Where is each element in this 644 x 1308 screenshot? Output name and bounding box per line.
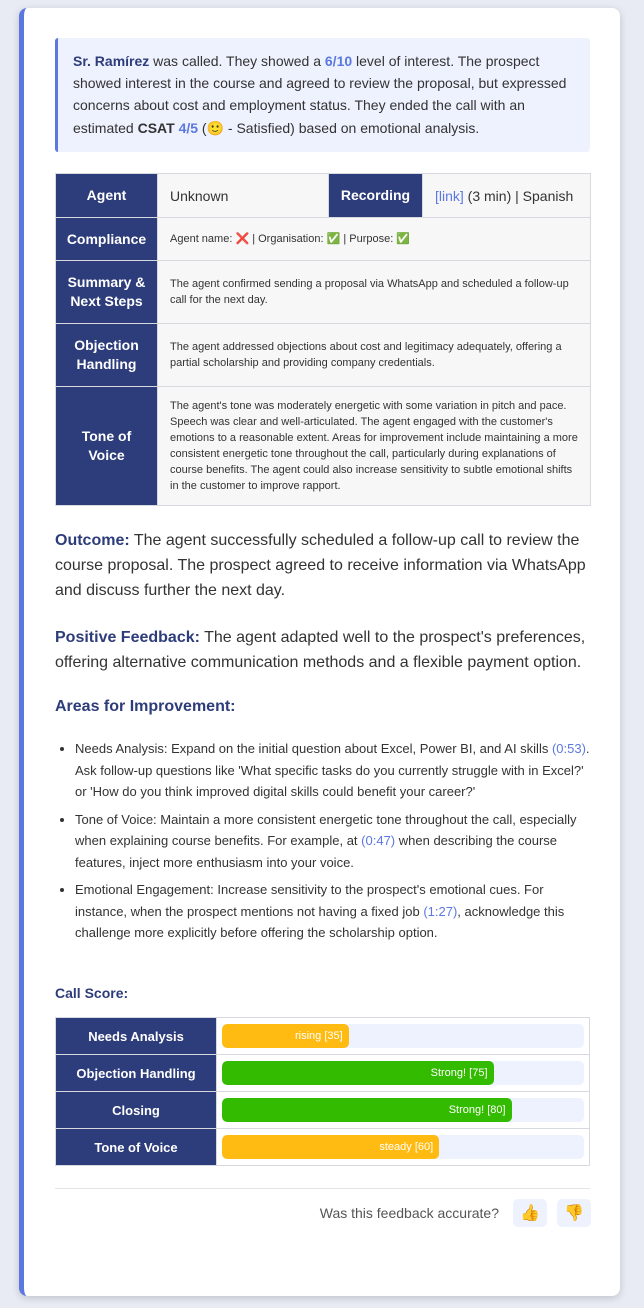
list-item (75, 738, 590, 803)
areas-title: Areas for Improvement: (55, 698, 236, 715)
score-bar-fill: rising [35] (222, 1024, 349, 1048)
list-item (75, 809, 590, 874)
compliance-purpose: | Purpose: (340, 233, 397, 245)
objection-handling-value: The agent addressed objections about cost and legitimacy adequately, offering a partial scholarship and providing company credentials. (158, 324, 591, 387)
score-bar-fill: Strong! [75] (222, 1061, 494, 1085)
outcome-text: The agent successfully scheduled a follow-up call to review the course proposal. The prospect agreed to receive information via WhatsApp and discuss further the next day. (55, 532, 586, 599)
compliance-label: Compliance (56, 218, 158, 261)
score-label: Objection Handling (56, 1055, 217, 1092)
cross-mark-icon: ❌ (235, 233, 250, 245)
check-mark-icon: ✅ (396, 233, 411, 245)
agent-value: Unknown (158, 174, 329, 218)
thumbs-up-button[interactable] (513, 1199, 547, 1227)
smile-emoji-icon: 🙂 (206, 119, 225, 136)
score-bar-fill: steady [60] (222, 1135, 439, 1159)
tone-of-voice-label: Tone of Voice (56, 387, 158, 506)
areas-list (55, 738, 590, 950)
positive-feedback-section (55, 625, 590, 675)
tone-of-voice-value: The agent's tone was moderately energetic with some variation in pitch and pace. Speech was clear and well-articulated. The agent engaged with the customer's emotions to a reasonable extent. Areas for improvement include maintaining a more consistent energetic tone throughout the call, particularly during explanations of course benefits. The agent could also increase sensitivity to subtle emotional shifts in the customer to improve rapport. (158, 387, 591, 506)
csat-score: 4/5 (178, 119, 199, 136)
recording-value (423, 174, 591, 218)
thumbs-up-icon: 👍 (520, 1205, 540, 1222)
prospect-name: Sr. Ramírez (73, 53, 150, 69)
compliance-value (158, 218, 591, 261)
feedback-card (19, 8, 620, 1296)
list-item (75, 879, 590, 944)
thumbs-down-button[interactable] (557, 1199, 591, 1227)
timestamp-link[interactable]: (0:53) (551, 741, 586, 756)
timestamp-link[interactable]: (1:27) (423, 903, 458, 919)
objection-handling-label: Objection Handling (56, 324, 158, 387)
thumbs-down-icon: 👎 (564, 1205, 584, 1222)
table-row (56, 1129, 590, 1166)
compliance-organisation: | Organisation: (249, 233, 327, 245)
positive-feedback-text: The agent adapted well to the prospect's preferences, offering alternative communication methods and a flexible payment option. (55, 629, 586, 671)
summary-next-steps-value: The agent confirmed sending a proposal via WhatsApp and scheduled a follow-up call for the next day. (158, 261, 591, 324)
table-row (56, 1018, 590, 1055)
summary-next-steps-label: Summary & Next Steps (56, 261, 158, 324)
recording-label: Recording (329, 174, 423, 218)
table-row (56, 1092, 590, 1129)
area-text: Tone of Voice: Maintain a more consistent energetic tone throughout the call, especially when explaining course benefits. For example, at (75, 811, 577, 848)
interest-score: 6/10 (324, 53, 353, 69)
score-bar-fill: Strong! [80] (222, 1098, 512, 1122)
summary-text: level of interest. The prospect showed interest in the course and agreed to review the proposal, but expressed concerns about cost and employment status. They ended the call with an estimated (73, 53, 567, 136)
positive-feedback-label: Positive Feedback: (55, 629, 200, 646)
summary-text: ( (198, 119, 207, 136)
outcome-section (55, 528, 590, 603)
score-label: Needs Analysis (56, 1018, 217, 1055)
table-row (56, 1055, 590, 1092)
summary-text: - Satisfied) based on emotional analysis. (224, 119, 480, 136)
call-score-table (55, 1017, 590, 1166)
recording-link[interactable]: [link] (435, 187, 464, 204)
feedback-question: Was this feedback accurate? (319, 1205, 499, 1221)
area-text: . Ask follow-up questions like 'What specific tasks do you currently struggle with in Excel?' or 'How do you think improved digital skills could benefit your career?' (75, 741, 590, 799)
call-info-table (55, 173, 591, 506)
feedback-prompt (320, 1199, 591, 1227)
score-bar-track (222, 1135, 584, 1159)
call-score-title: Call Score: (55, 985, 129, 1001)
score-label: Closing (56, 1092, 217, 1129)
outcome-label: Outcome: (55, 532, 130, 549)
divider (55, 1188, 590, 1189)
check-mark-icon: ✅ (326, 233, 341, 245)
compliance-agent-name: Agent name: (170, 233, 236, 245)
call-summary (55, 38, 590, 152)
score-bar-track (222, 1024, 584, 1048)
timestamp-link[interactable]: (0:47) (361, 833, 396, 848)
score-bar-track (222, 1061, 584, 1085)
csat-label: CSAT (137, 119, 175, 136)
agent-label: Agent (56, 174, 158, 218)
area-text: when describing the course features, inject more enthusiasm into your voice. (75, 833, 558, 870)
area-text: Emotional Engagement: Increase sensitivity to the prospect's emotional cues. For instance, when the prospect mentions not having a fixed job (75, 882, 544, 919)
summary-text: was called. They showed a (149, 53, 325, 69)
score-bar-track (222, 1098, 584, 1122)
area-text: Needs Analysis: Expand on the initial question about Excel, Power BI, and AI skills (75, 741, 552, 756)
area-text: , acknowledge this challenge more explicitly before offering the scholarship option. (75, 903, 565, 940)
recording-details: (3 min) | Spanish (463, 187, 574, 204)
score-label: Tone of Voice (56, 1129, 217, 1166)
